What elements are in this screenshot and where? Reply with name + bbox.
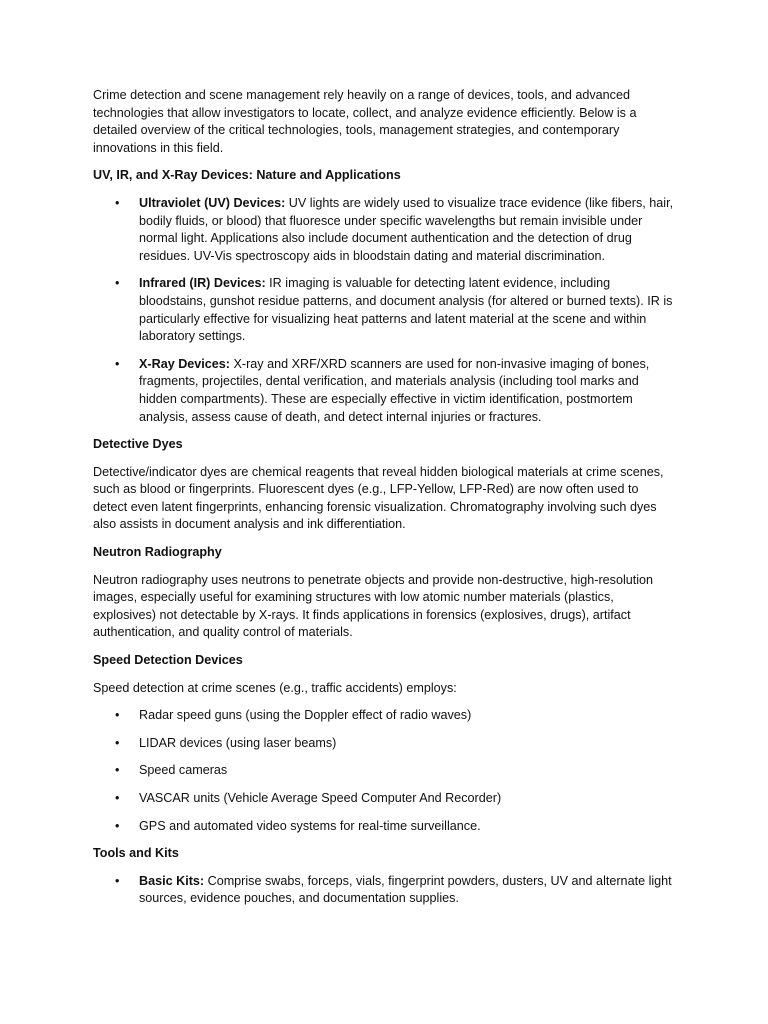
detective-dyes-heading: Detective Dyes bbox=[93, 437, 183, 452]
item-term: X-Ray Devices: bbox=[139, 356, 231, 371]
bullet-icon: • bbox=[115, 195, 120, 210]
item-text: Radar speed guns (using the Doppler effect of radio waves) bbox=[139, 708, 472, 723]
bullet-icon: • bbox=[115, 873, 120, 888]
item-text: X-ray and XRF/XRD scanners are used for non-invasive imaging of bones, fragments, projectiles, dental verification, and materials analysis (including tool marks and hidden compartments). These are especially effective in victim identification, postmortem analysis, assess cause of death, and detect internal injuries or fractures. bbox=[139, 356, 650, 424]
item-text: GPS and automated video systems for real-time surveillance. bbox=[139, 818, 481, 833]
item-term: Ultraviolet (UV) Devices: bbox=[139, 195, 286, 210]
intro-paragraph: Crime detection and scene management rely heavily on a range of devices, tools, and advanced technologies that allow investigators to locate, collect, and analyze evidence efficiently. Below is a detailed overview of the critical technologies, tools, management strategies, and contemporary innovations in this field. bbox=[93, 88, 637, 155]
bullet-icon: • bbox=[115, 763, 120, 778]
neutron-radiography-paragraph: Neutron radiography uses neutrons to penetrate objects and provide non-destructive, high-resolution images, especially useful for examining structures with low atomic number materials (plastics, explosives) not detectable by X-rays. It finds applications in forensics (explosives, drugs), artifact authentication, and quality control of materials. bbox=[93, 572, 654, 640]
list-item bbox=[93, 818, 675, 836]
item-term: Infrared (IR) Devices: bbox=[139, 276, 266, 291]
bullet-icon: • bbox=[115, 708, 120, 723]
item-text: Comprise swabs, forceps, vials, fingerprint powders, dusters, UV and alternate light sources, evidence pouches, and documentation supplies. bbox=[139, 873, 672, 906]
tools-kits-heading: Tools and Kits bbox=[93, 846, 179, 861]
bullet-icon: • bbox=[115, 735, 120, 750]
speed-detection-heading: Speed Detection Devices bbox=[93, 653, 243, 668]
item-text: VASCAR units (Vehicle Average Speed Computer And Recorder) bbox=[139, 791, 502, 805]
detective-dyes-paragraph: Detective/indicator dyes are chemical reagents that reveal hidden biological materials at crime scenes, such as blood or fingerprints. Fluorescent dyes (e.g., LFP-Yellow, LFP-Red) are now often used to detect even latent fingerprints, enhancing forensic visualization. Chromatography involving such dyes also assists in document analysis and ink differentiation. bbox=[93, 464, 664, 532]
item-text: UV lights are widely used to visualize trace evidence (like fibers, hair, bodily fluids, or blood) that fluoresce under specific wavelengths but remain invisible under normal light. Applications also include document authentication and the detection of drug residues. UV-Vis spectroscopy aids in bloodstain dating and material discrimination. bbox=[139, 195, 674, 263]
list-item bbox=[93, 873, 675, 908]
bullet-icon: • bbox=[115, 818, 120, 833]
item-text: LIDAR devices (using laser beams) bbox=[139, 735, 337, 750]
item-text: IR imaging is valuable for detecting latent evidence, including bloodstains, gunshot residue patterns, and document analysis (for altered or burned texts). IR is particularly effective for visualizing heat patterns and latent material at the scene and within laboratory settings. bbox=[139, 276, 673, 344]
speed-detection-intro: Speed detection at crime scenes (e.g., traffic accidents) employs: bbox=[93, 680, 457, 695]
list-item bbox=[93, 356, 675, 426]
bullet-icon: • bbox=[115, 276, 120, 291]
tools-kits-list bbox=[93, 873, 675, 908]
neutron-radiography-heading: Neutron Radiography bbox=[93, 545, 222, 560]
speed-detection-list bbox=[93, 707, 675, 835]
uv-ir-xray-list bbox=[93, 195, 675, 426]
list-item bbox=[93, 735, 675, 753]
uv-ir-xray-heading: UV, IR, and X-Ray Devices: Nature and Applications bbox=[93, 168, 401, 183]
document-page bbox=[93, 87, 675, 918]
item-text: Speed cameras bbox=[139, 763, 228, 778]
list-item bbox=[93, 762, 675, 780]
item-term: Basic Kits: bbox=[139, 873, 205, 888]
list-item bbox=[93, 707, 675, 725]
bullet-icon: • bbox=[115, 356, 120, 371]
list-item bbox=[93, 790, 675, 808]
bullet-icon: • bbox=[115, 791, 120, 805]
list-item bbox=[93, 195, 675, 265]
list-item bbox=[93, 275, 675, 345]
